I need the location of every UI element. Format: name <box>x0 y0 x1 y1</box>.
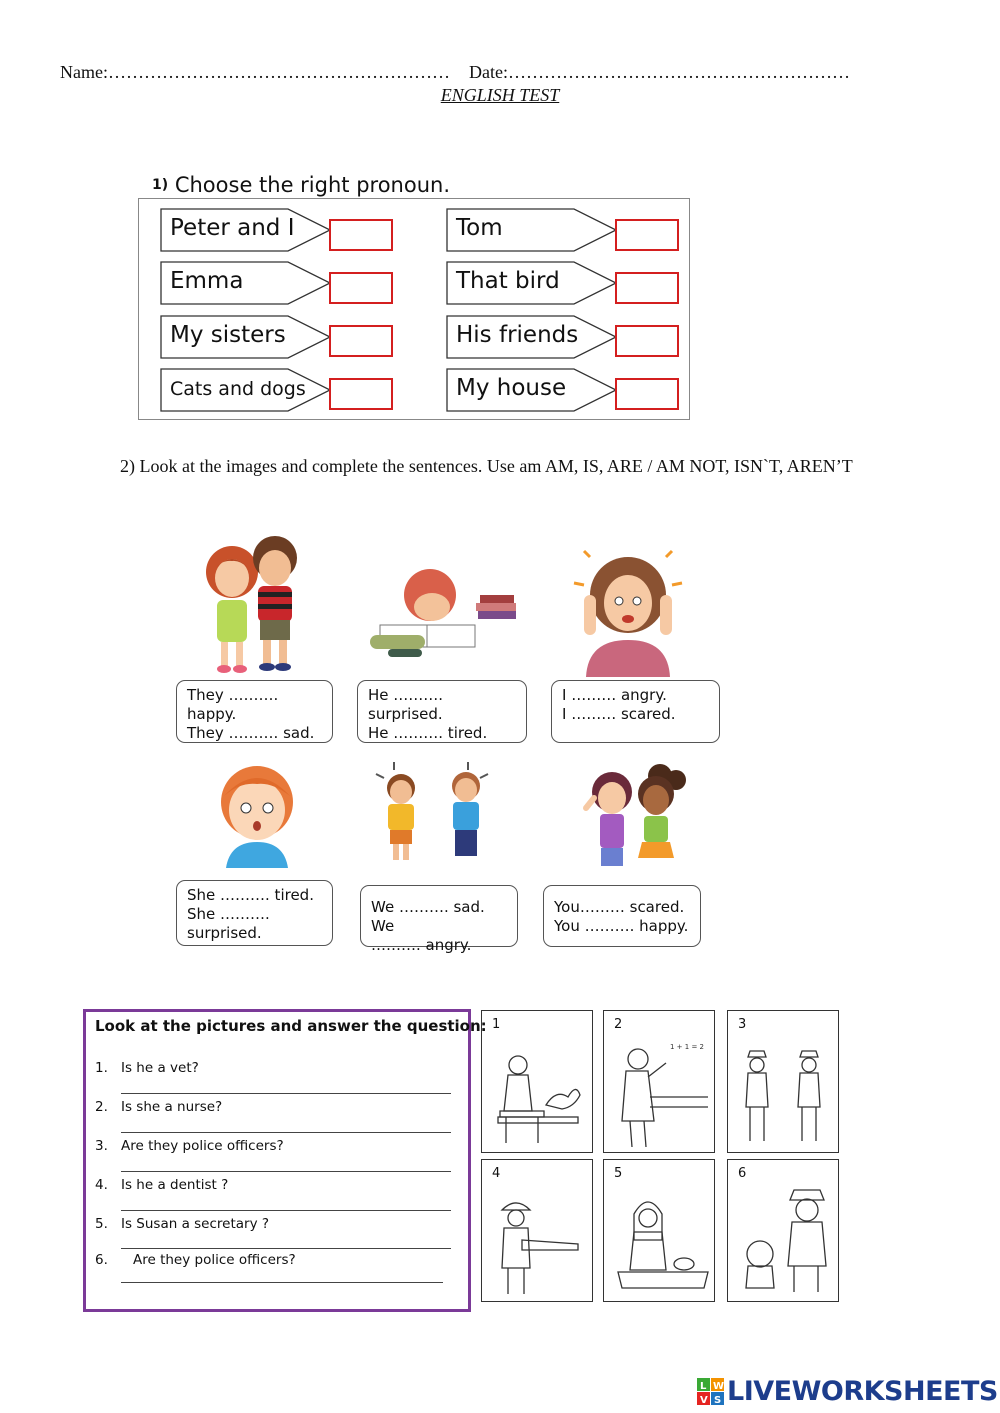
sentence-box-6[interactable]: You……… scared. You ………. happy. <box>543 885 701 947</box>
question-1 <box>95 1060 199 1076</box>
answer-line-4[interactable] <box>121 1210 451 1211</box>
pronoun-item-6 <box>446 315 616 359</box>
angry-boys-illustration <box>368 760 498 865</box>
pronoun-answer-box-5[interactable] <box>329 325 393 357</box>
sentence-box-1[interactable]: They ………. happy. They ………. sad. <box>176 680 333 743</box>
firefighter-drawing <box>482 1160 594 1303</box>
police-officers-drawing <box>728 1011 840 1154</box>
pronoun-item-3 <box>160 261 330 305</box>
tired-boy-illustration <box>360 555 520 665</box>
picture-panel-2 <box>603 1010 715 1153</box>
question-4 <box>95 1177 228 1193</box>
pronoun-item-7 <box>160 368 330 412</box>
pronoun-item-text: Peter and I <box>170 215 295 241</box>
picture-panel-5 <box>603 1159 715 1302</box>
exercise1-heading <box>152 173 450 197</box>
sentence-box-2[interactable]: He ………. surprised. He ………. tired. <box>357 680 527 743</box>
question-text: Is he a dentist ? <box>121 1177 229 1193</box>
pronoun-item-text: Tom <box>456 215 503 241</box>
exercise2-instruction: 2) Look at the images and complete the sentences. Use am AM, IS, ARE / AM NOT, ISN`T, AREN’T <box>120 456 853 476</box>
panel-number: 3 <box>738 1017 747 1032</box>
pronoun-item-1 <box>160 208 330 252</box>
date-field-label[interactable]: Date:………………………………………………… <box>468 62 850 82</box>
sad-kids-illustration <box>190 530 320 675</box>
svg-text:S: S <box>714 1395 722 1406</box>
question-3 <box>95 1138 284 1154</box>
question-6 <box>95 1252 296 1268</box>
pronoun-item-4 <box>446 261 616 305</box>
exercise1-heading-text: Choose the right pronoun. <box>174 173 450 197</box>
pronoun-item-text: My house <box>456 375 567 401</box>
picture-panel-4 <box>481 1159 593 1302</box>
question-number: 1. <box>95 1060 108 1076</box>
question-number: 2. <box>95 1099 108 1115</box>
answer-line-3[interactable] <box>121 1171 451 1172</box>
pronoun-answer-box-7[interactable] <box>329 378 393 410</box>
panel-number: 4 <box>492 1166 501 1181</box>
question-number: 5. <box>95 1216 108 1232</box>
logo-badge-icon <box>697 1378 725 1408</box>
question-text: Are they police officers? <box>133 1252 296 1268</box>
panel-number: 2 <box>614 1017 623 1032</box>
question-number: 3. <box>95 1138 108 1154</box>
pronoun-answer-box-6[interactable] <box>615 325 679 357</box>
pronoun-item-text: His friends <box>456 322 579 348</box>
panel-number: 6 <box>738 1166 747 1181</box>
surprised-girl-illustration <box>212 760 302 868</box>
panel-number: 1 <box>492 1017 501 1032</box>
picture-panel-6 <box>727 1159 839 1302</box>
svg-text:L: L <box>700 1381 707 1392</box>
svg-text:V: V <box>700 1395 708 1406</box>
secretary-drawing <box>604 1160 716 1303</box>
question-number: 4. <box>95 1177 108 1193</box>
panel-number: 5 <box>614 1166 623 1181</box>
question-2 <box>95 1099 222 1115</box>
pronoun-answer-box-8[interactable] <box>615 378 679 410</box>
teacher-drawing <box>604 1011 716 1154</box>
picture-panel-3 <box>727 1010 839 1153</box>
stressed-woman-illustration <box>568 545 688 677</box>
exercise3-title: Look at the pictures and answer the question: <box>95 1017 487 1035</box>
question-text: Is she a nurse? <box>121 1099 223 1115</box>
exercise1-number: 1) <box>152 177 169 193</box>
pronoun-answer-box-2[interactable] <box>615 219 679 251</box>
police-and-child-drawing <box>728 1160 840 1303</box>
vet-drawing <box>482 1011 594 1154</box>
question-text: Is Susan a secretary ? <box>121 1216 270 1232</box>
question-5 <box>95 1216 269 1232</box>
page-title: ENGLISH TEST <box>440 85 560 105</box>
answer-line-1[interactable] <box>121 1093 451 1094</box>
board-text: 1 + 1 = 2 <box>670 1043 704 1051</box>
pronoun-answer-box-4[interactable] <box>615 272 679 304</box>
answer-line-5[interactable] <box>121 1248 451 1249</box>
sentence-box-5[interactable]: We ………. sad. We ………. angry. <box>360 885 518 947</box>
pronoun-item-text: My sisters <box>170 322 286 348</box>
svg-text:W: W <box>713 1381 725 1392</box>
question-number: 6. <box>95 1252 108 1268</box>
answer-line-2[interactable] <box>121 1132 451 1133</box>
pronoun-item-text: Cats and dogs <box>170 378 306 400</box>
happy-girls-illustration <box>578 758 698 876</box>
picture-panel-1 <box>481 1010 593 1153</box>
question-text: Are they police officers? <box>121 1138 284 1154</box>
pronoun-item-text: That bird <box>456 268 560 294</box>
answer-line-6[interactable] <box>121 1282 443 1283</box>
pronoun-item-5 <box>160 315 330 359</box>
pronoun-item-text: Emma <box>170 268 244 294</box>
pronoun-answer-box-3[interactable] <box>329 272 393 304</box>
pronoun-answer-box-1[interactable] <box>329 219 393 251</box>
logo-text: LIVEWORKSHEETS <box>727 1376 998 1407</box>
sentence-box-3[interactable]: I ……… angry. I ……… scared. <box>551 680 720 743</box>
pronoun-item-2 <box>446 208 616 252</box>
name-field-label[interactable]: Name:………………………………………………… <box>60 62 450 82</box>
pronoun-item-8 <box>446 368 616 412</box>
header-line <box>60 62 850 83</box>
sentence-box-4[interactable]: She ………. tired. She ………. surprised. <box>176 880 333 946</box>
question-text: Is he a vet? <box>121 1060 199 1076</box>
